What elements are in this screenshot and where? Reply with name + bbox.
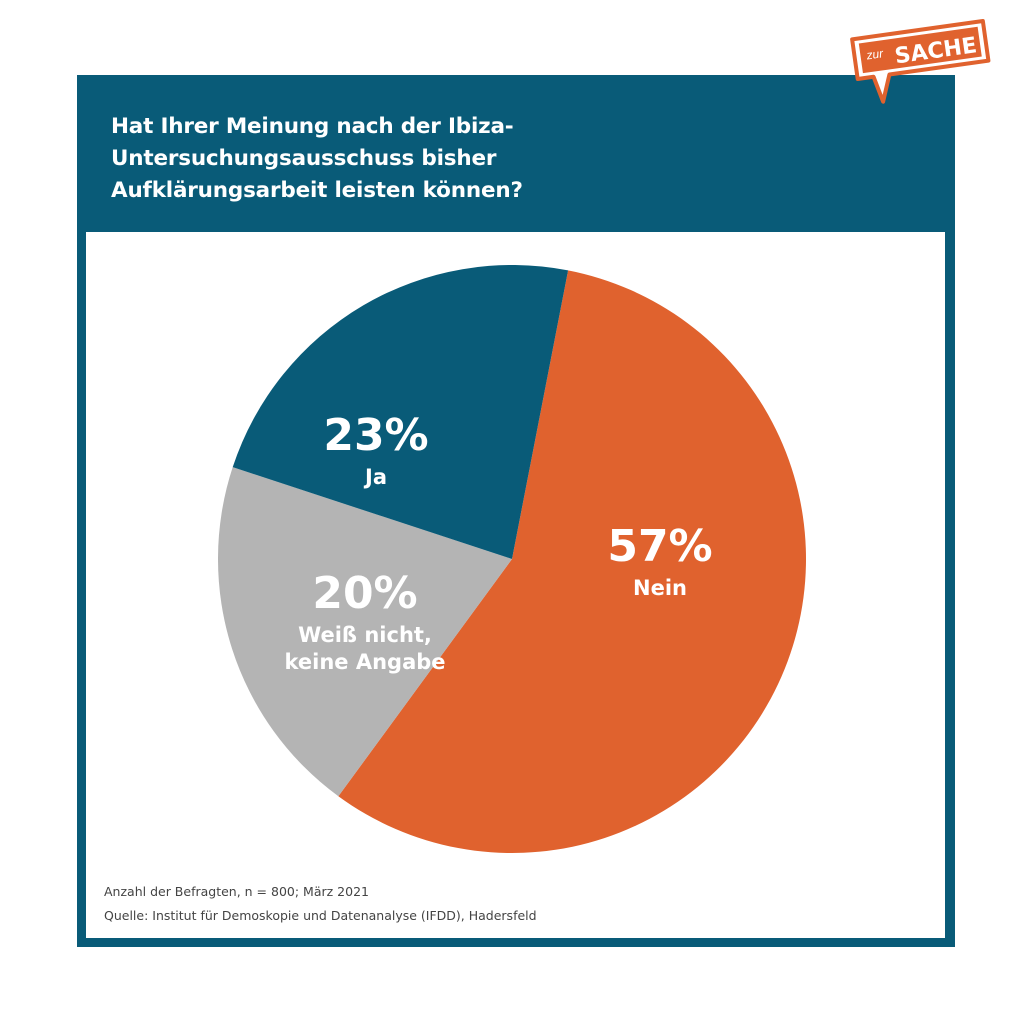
slice-value-label: 57% <box>607 521 713 572</box>
zur-sache-logo <box>846 8 994 108</box>
slice-value-label: 20% <box>312 568 418 619</box>
chart-title-line: Aufklärungsarbeit leisten können? <box>111 178 523 203</box>
chart-title-line: Hat Ihrer Meinung nach der Ibiza- <box>111 114 514 139</box>
slice-category-label: Nein <box>633 576 687 600</box>
chart-title-line: Untersuchungsausschuss bisher <box>111 146 497 171</box>
sample-note: Anzahl der Befragten, n = 800; März 2021 <box>104 884 369 899</box>
slice-category-label: keine Angabe <box>284 650 446 674</box>
logo-small-text: zur <box>865 46 885 63</box>
slice-category-label: Weiß nicht, <box>298 623 432 647</box>
slice-value-label: 23% <box>323 410 429 461</box>
slice-category-label: Ja <box>365 465 387 489</box>
logo-big-text: SACHE <box>893 33 979 70</box>
source-note: Quelle: Institut für Demoskopie und Datenanalyse (IFDD), Hadersfeld <box>104 908 537 923</box>
